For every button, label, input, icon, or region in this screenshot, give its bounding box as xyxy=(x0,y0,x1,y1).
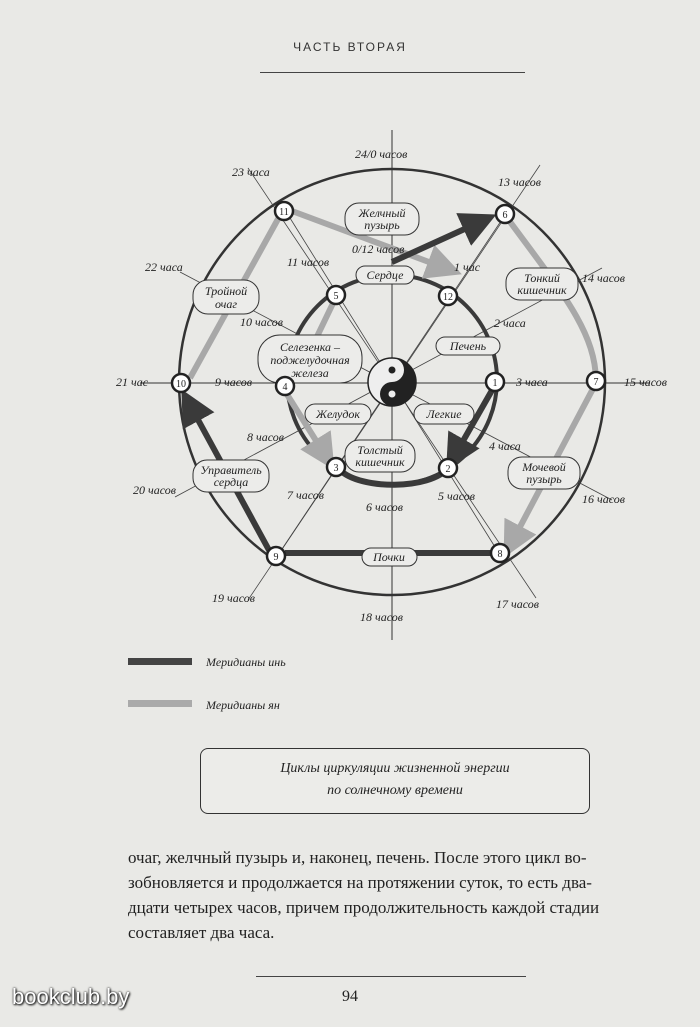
hour-9: 9 часов xyxy=(215,375,252,389)
organ-bladder-line1: Мочевой xyxy=(522,460,566,474)
svg-text:1: 1 xyxy=(492,378,498,389)
hour-5: 5 часов xyxy=(438,489,475,503)
organ-small-intestine-line2: кишечник xyxy=(517,283,567,297)
svg-text:6: 6 xyxy=(502,210,508,221)
organ-spleen-line3: железа xyxy=(291,366,329,380)
body-paragraph xyxy=(128,845,678,945)
hour-6: 6 часов xyxy=(366,500,403,514)
organ-small-intestine-line1: Тонкий xyxy=(524,271,560,285)
figure-caption xyxy=(200,748,590,814)
hour-16: 16 часов xyxy=(582,492,625,506)
hour-4: 4 часа xyxy=(489,439,521,453)
caption-line-1: Циклы циркуляции жизненной энергии xyxy=(280,761,510,776)
svg-text:12: 12 xyxy=(443,292,453,303)
body-line-3: дцати четырех часов, причем продолжительность каждой стадии xyxy=(128,898,600,917)
svg-text:8: 8 xyxy=(497,549,503,560)
footer-rule xyxy=(256,976,526,977)
node-11 xyxy=(275,202,293,220)
organ-large-intestine-line1: Толстый xyxy=(357,443,403,457)
body-line-2: зобновляется и продолжается на протяжении суток, то есть два- xyxy=(128,873,592,892)
organ-gallbladder-line1: Желчный xyxy=(358,206,406,220)
hour-0-12: 0/12 часов xyxy=(352,242,405,256)
organ-heart: Сердце xyxy=(366,268,404,282)
node-12 xyxy=(439,287,457,305)
legend-yin-swatch xyxy=(128,658,192,665)
node-9 xyxy=(267,547,285,565)
hour-1: 1 час xyxy=(454,260,481,274)
svg-text:5: 5 xyxy=(333,291,339,302)
legend xyxy=(128,655,286,712)
node-8 xyxy=(491,544,509,562)
node-1 xyxy=(486,373,504,391)
body-line-1: очаг, желчный пузырь и, наконец, печень. После этого цикл во- xyxy=(128,848,587,867)
node-10 xyxy=(172,374,190,392)
svg-text:10: 10 xyxy=(176,379,186,390)
hour-14: 14 часов xyxy=(582,271,625,285)
organ-stomach: Желудок xyxy=(315,407,361,421)
hour-19: 19 часов xyxy=(212,591,255,605)
organ-liver: Печень xyxy=(449,339,487,353)
organ-spleen-line2: поджелудочная xyxy=(270,353,350,367)
svg-text:4: 4 xyxy=(282,382,288,393)
section-header: ЧАСТЬ ВТОРАЯ xyxy=(293,40,407,54)
legend-yang-swatch xyxy=(128,700,192,707)
page-number: 94 xyxy=(342,988,358,1005)
organ-triple-heater-line1: Тройной xyxy=(204,284,248,298)
hour-11: 11 часов xyxy=(287,255,330,269)
organ-triple-heater-line2: очаг xyxy=(214,297,238,311)
watermark: bookclub.by xyxy=(12,984,130,1009)
node-5 xyxy=(327,286,345,304)
organ-pericardium-line2: сердца xyxy=(213,475,249,489)
hour-20: 20 часов xyxy=(133,483,176,497)
hour-7: 7 часов xyxy=(287,488,324,502)
node-4 xyxy=(276,377,294,395)
hour-23: 23 часа xyxy=(232,165,270,179)
caption-line-2: по солнечному времени xyxy=(327,783,463,798)
organ-spleen-line1: Селезенка – xyxy=(279,340,341,354)
organ-pericardium-line1: Управитель xyxy=(200,463,262,477)
node-3 xyxy=(327,458,345,476)
organ-bladder-line2: пузырь xyxy=(526,472,562,486)
node-6 xyxy=(496,205,514,223)
hour-3: 3 часа xyxy=(516,375,548,389)
hour-8: 8 часов xyxy=(247,430,284,444)
svg-text:3: 3 xyxy=(333,463,339,474)
node-2 xyxy=(439,459,457,477)
legend-yin-label: Меридианы инь xyxy=(206,655,286,669)
svg-text:7: 7 xyxy=(593,377,599,388)
hour-22: 22 часа xyxy=(145,260,183,274)
organ-large-intestine-line2: кишечник xyxy=(355,455,405,469)
hour-2: 2 часа xyxy=(494,316,526,330)
legend-yang-label: Меридианы ян xyxy=(206,698,280,712)
node-7 xyxy=(587,372,605,390)
svg-text:9: 9 xyxy=(273,552,279,563)
hour-17: 17 часов xyxy=(496,597,539,611)
yin-yang-icon xyxy=(368,358,416,406)
hour-15: 15 часов xyxy=(624,375,667,389)
body-line-4: составляет два часа. xyxy=(128,923,275,942)
organ-kidneys: Почки xyxy=(373,550,405,564)
hour-10: 10 часов xyxy=(240,315,283,329)
organ-lungs: Легкие xyxy=(426,407,462,421)
organ-gallbladder-line2: пузырь xyxy=(364,218,400,232)
hour-18: 18 часов xyxy=(360,610,403,624)
hour-21: 21 час xyxy=(116,375,149,389)
svg-text:2: 2 xyxy=(445,464,451,475)
hour-13: 13 часов xyxy=(498,175,541,189)
hour-24: 24/0 часов xyxy=(355,147,408,161)
svg-text:11: 11 xyxy=(279,207,289,218)
